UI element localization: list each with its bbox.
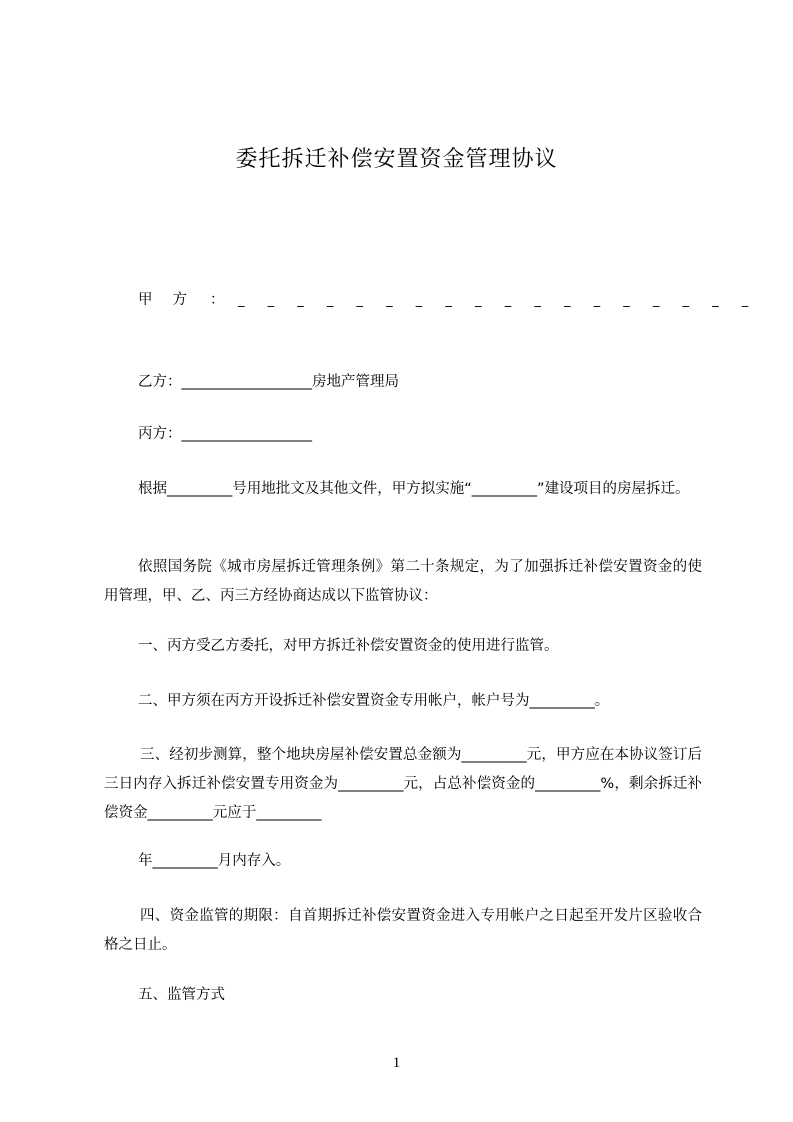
party-b-line: 乙方：__________________房地产管理局 [138, 374, 399, 390]
clause-2: 二、甲方须在丙方开设拆迁补偿安置资金专用帐户，帐户号为_________。 [138, 693, 610, 709]
party-a-colon: ： [210, 292, 225, 308]
clause-1: 一、丙方受乙方委托，对甲方拆迁补偿安置资金的使用进行监管。 [138, 638, 559, 654]
paragraph-legal-basis: 依照国务院《城市房屋拆迁管理条例》第二十条规定，为了加强拆迁补偿安置资金的使用管理，甲、乙、丙三方经协商达成以下监管协议： [104, 559, 702, 604]
party-c-line: 丙方：__________________ [138, 426, 312, 442]
party-a-label: 甲方 [138, 292, 207, 308]
clause-4: 四、资金监管的期限：自首期拆迁补偿安置资金进入专用帐户之日起至开发片区验收合格之日止。 [104, 908, 702, 953]
clause-5-heading: 五、监管方式 [138, 987, 225, 1003]
document-title: 委托拆迁补偿安置资金管理协议 [235, 147, 558, 172]
page-number: 1 [392, 1055, 401, 1071]
clause-3-continued: 年_________月内存入。 [138, 853, 291, 869]
party-a-line [138, 290, 758, 311]
paragraph-basis: 根据_________号用地批文及其他文件，甲方拟实施“_________”建设项目的房屋拆迁。 [138, 481, 690, 497]
clause-3: 三、经初步测算，整个地块房屋补偿安置总金额为_________元，甲方应在本协议签订后三日内存入拆迁补偿安置专用资金为_________元，占总补偿资金的_________%，剩余拆迁补偿资金_________元应于_________ [104, 747, 702, 821]
party-a-blank: _ _ _ _ _ _ _ _ _ _ _ _ _ _ _ _ _ _ [238, 293, 758, 308]
